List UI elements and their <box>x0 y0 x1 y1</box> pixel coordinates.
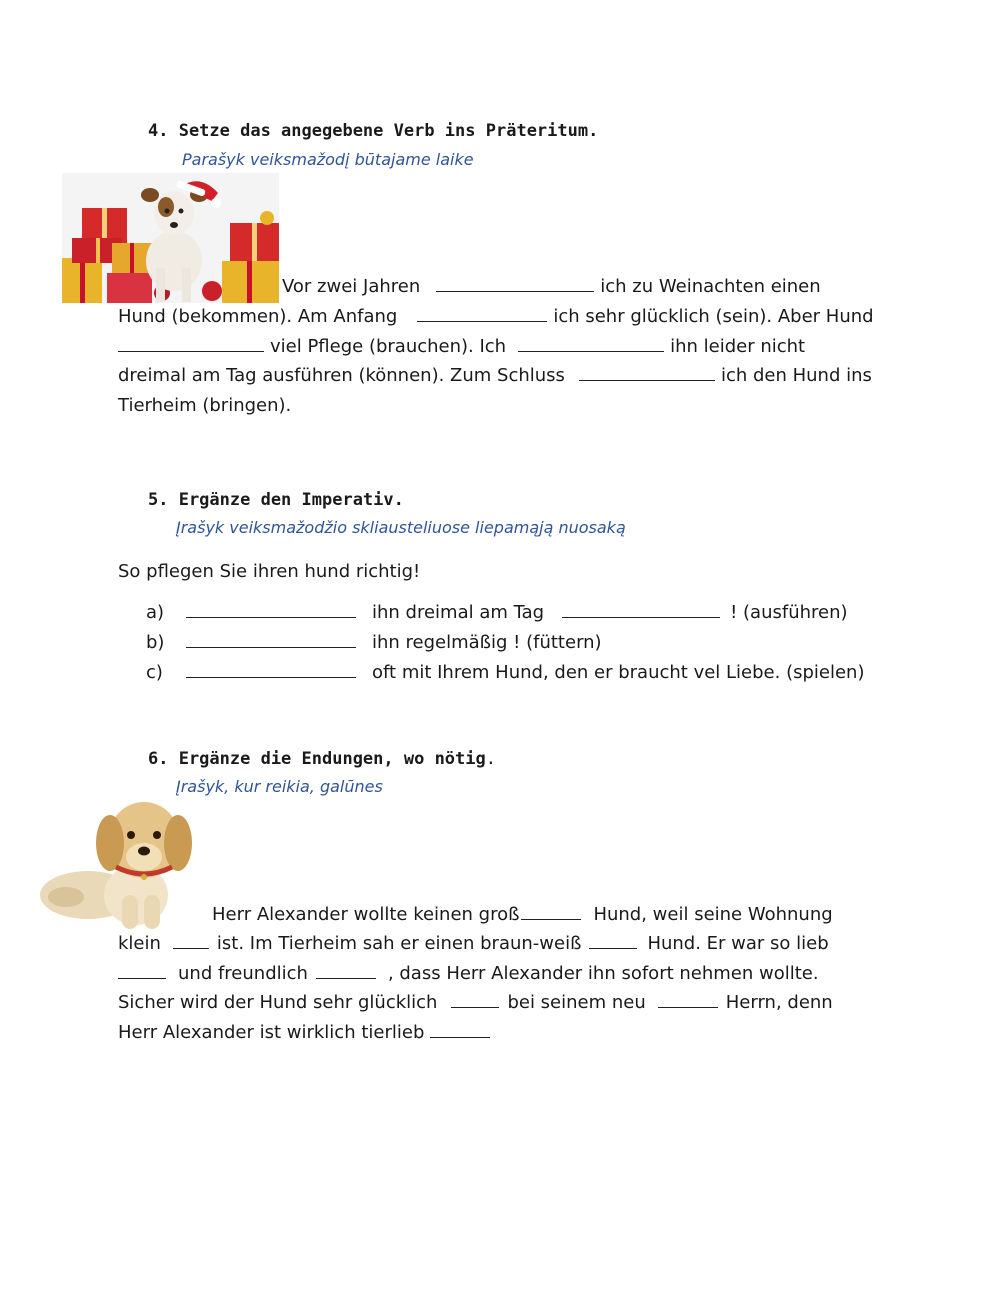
section6-text: ist. Im Tierheim sah er einen braun-weiß <box>216 933 582 954</box>
section4-text: Vor zwei Jahren <box>282 276 421 297</box>
item-text: ihn regelmäßig ! (füttern) <box>372 632 602 653</box>
section6-text: und freundlich <box>178 963 308 984</box>
item-label: a) <box>146 602 165 623</box>
section6-text: Hund, weil seine Wohnung <box>593 904 833 925</box>
section6-text: , dass Herr Alexander ihn sofort nehmen wollte. <box>387 963 819 984</box>
section6-subtitle: Įrašyk, kur reikia, galūnes <box>176 777 383 796</box>
answer-blank[interactable] <box>118 963 166 979</box>
answer-blank[interactable] <box>118 336 264 352</box>
answer-blank[interactable] <box>589 933 637 949</box>
section4-text: Hund (bekommen). Am Anfang <box>118 306 398 327</box>
section4-line-5 <box>118 391 291 421</box>
item-end: ! (ausführen) <box>730 602 848 623</box>
section4-line-4 <box>118 361 872 391</box>
answer-blank[interactable] <box>417 306 547 322</box>
section6-text: klein <box>118 933 161 954</box>
answer-blank[interactable] <box>186 662 356 678</box>
christmas-dog-image <box>62 173 279 303</box>
answer-blank[interactable] <box>186 632 356 648</box>
section6-line-5 <box>118 1018 490 1048</box>
item-text: oft mit Ihrem Hund, den er braucht vel Liebe. (spielen) <box>372 662 865 683</box>
section6-text: Herrn, denn <box>725 992 833 1013</box>
section6-text: Herr Alexander wollte keinen groß <box>212 904 520 925</box>
section5-heading: 5. Ergänze den Imperativ. <box>148 490 404 510</box>
section6-heading-text: 6. Ergänze die Endungen, wo nötig <box>148 749 486 769</box>
answer-blank[interactable] <box>658 992 718 1008</box>
answer-blank[interactable] <box>451 992 499 1008</box>
answer-blank[interactable] <box>186 602 356 618</box>
section4-line-3 <box>118 332 805 362</box>
answer-blank[interactable] <box>430 1022 490 1038</box>
section4-text: dreimal am Tag ausführen (können). Zum Schluss <box>118 365 565 386</box>
section4-heading: 4. Setze das angegebene Verb ins Präteritum. <box>148 121 599 141</box>
section4-subtitle: Parašyk veiksmažodį būtajame laike <box>182 150 474 169</box>
section6-text: Herr Alexander ist wirklich tierlieb <box>118 1022 425 1043</box>
answer-blank[interactable] <box>579 365 715 381</box>
section6-line-3 <box>118 959 819 989</box>
section4-text: ich zu Weinachten einen <box>600 276 821 297</box>
section4-text: ich sehr glücklich (sein). Aber Hund <box>553 306 874 327</box>
answer-blank[interactable] <box>518 336 664 352</box>
imperative-item-a <box>146 598 986 628</box>
puppy-image <box>36 795 192 935</box>
imperative-item-c <box>146 658 864 688</box>
section6-line-4 <box>118 988 833 1018</box>
section6-heading <box>148 749 496 769</box>
section6-text: bei seinem neu <box>507 992 646 1013</box>
answer-blank[interactable] <box>316 963 376 979</box>
item-text: ihn dreimal am Tag <box>372 602 545 623</box>
section4-text: Tierheim (bringen). <box>118 395 292 416</box>
imperative-item-b <box>146 628 602 658</box>
answer-blank[interactable] <box>173 933 209 949</box>
section4-text: ihn leider nicht <box>670 336 806 357</box>
section6-heading-dot: . <box>485 749 497 769</box>
section4-line-1 <box>282 272 821 302</box>
section5-subtitle: Įrašyk veiksmažodžio skliausteliuose liepamąją nuosaką <box>176 518 626 537</box>
answer-blank[interactable] <box>521 904 581 920</box>
section6-line-2 <box>118 929 829 959</box>
answer-blank[interactable] <box>436 276 594 292</box>
section4-text: ich den Hund ins <box>720 365 872 386</box>
item-label: c) <box>146 662 163 683</box>
answer-blank[interactable] <box>562 602 720 618</box>
section5-intro: So pflegen Sie ihren hund richtig! <box>118 561 421 582</box>
section4-line-2 <box>118 302 874 332</box>
item-label: b) <box>146 632 165 653</box>
section4-text: viel Pflege (brauchen). Ich <box>270 336 507 357</box>
section6-text: Hund. Er war so lieb <box>647 933 829 954</box>
section6-text: Sicher wird der Hund sehr glücklich <box>118 992 438 1013</box>
section6-line-1 <box>212 900 833 930</box>
